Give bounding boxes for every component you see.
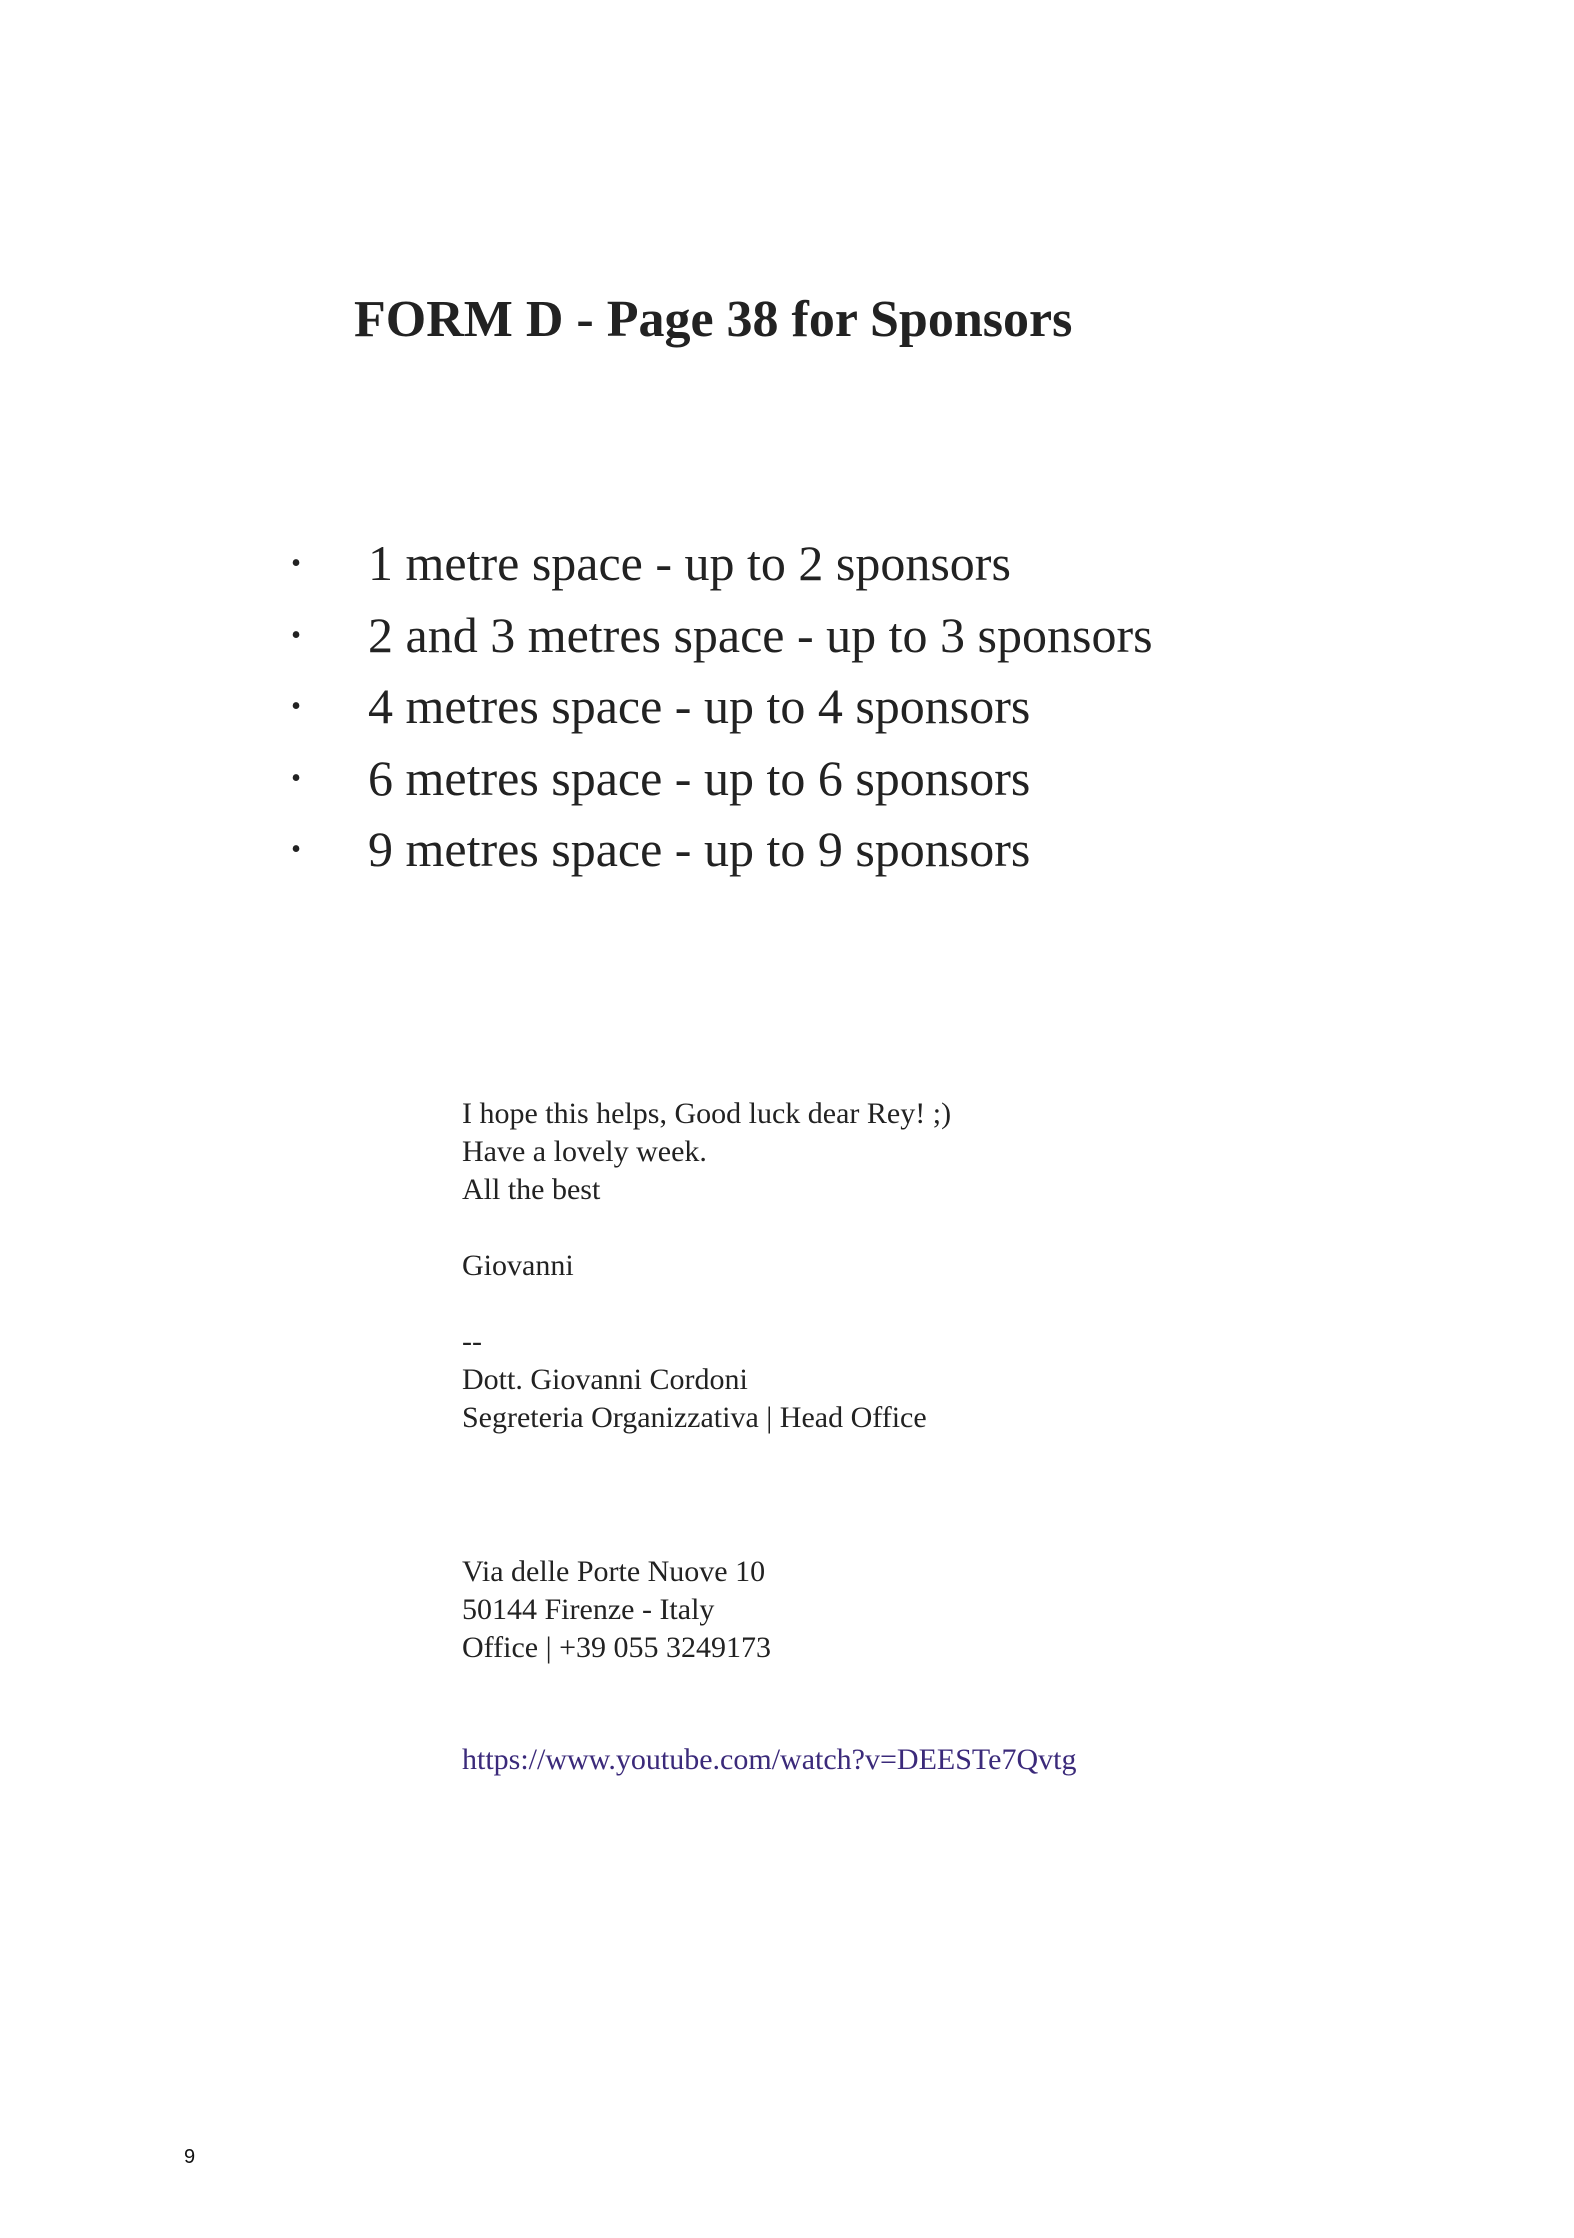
list-item-text: 9 metres space - up to 9 sponsors — [368, 821, 1031, 877]
signature-role: Segreteria Organizzativa | Head Office — [462, 1401, 927, 1434]
list-item-text: 6 metres space - up to 6 sponsors — [368, 749, 1031, 806]
list-item-text: 4 metres space - up to 4 sponsors — [368, 678, 1031, 734]
signature-name: Dott. Giovanni Cordoni — [462, 1363, 748, 1396]
page-number: 9 — [184, 2146, 196, 2168]
bullet-icon: • — [291, 619, 301, 651]
signature-separator: -- — [462, 1325, 482, 1358]
address-city: 50144 Firenze - Italy — [462, 1593, 715, 1626]
letter-closing — [462, 1095, 1076, 1779]
address-street: Via delle Porte Nuove 10 — [462, 1555, 766, 1588]
youtube-link[interactable]: https://www.youtube.com/watch?v=DEESTe7Qvtg — [462, 1743, 1077, 1776]
sender-first-name: Giovanni — [462, 1249, 574, 1282]
page-title: FORM D - Page 38 for Sponsors — [354, 291, 1073, 348]
closing-line: I hope this helps, Good luck dear Rey! ;) — [462, 1097, 952, 1130]
bullet-icon: • — [291, 691, 301, 722]
closing-line: All the best — [462, 1173, 601, 1206]
list-item-text: 1 metre space - up to 2 sponsors — [368, 535, 1011, 591]
office-phone: Office | +39 055 3249173 — [462, 1631, 771, 1664]
closing-line: Have a lovely week. — [462, 1135, 707, 1168]
list-item-text: 2 and 3 metres space - up to 3 sponsors — [368, 606, 1153, 663]
bullet-icon: • — [291, 762, 301, 794]
bullet-icon: • — [291, 834, 301, 865]
bullet-icon: • — [291, 548, 301, 579]
